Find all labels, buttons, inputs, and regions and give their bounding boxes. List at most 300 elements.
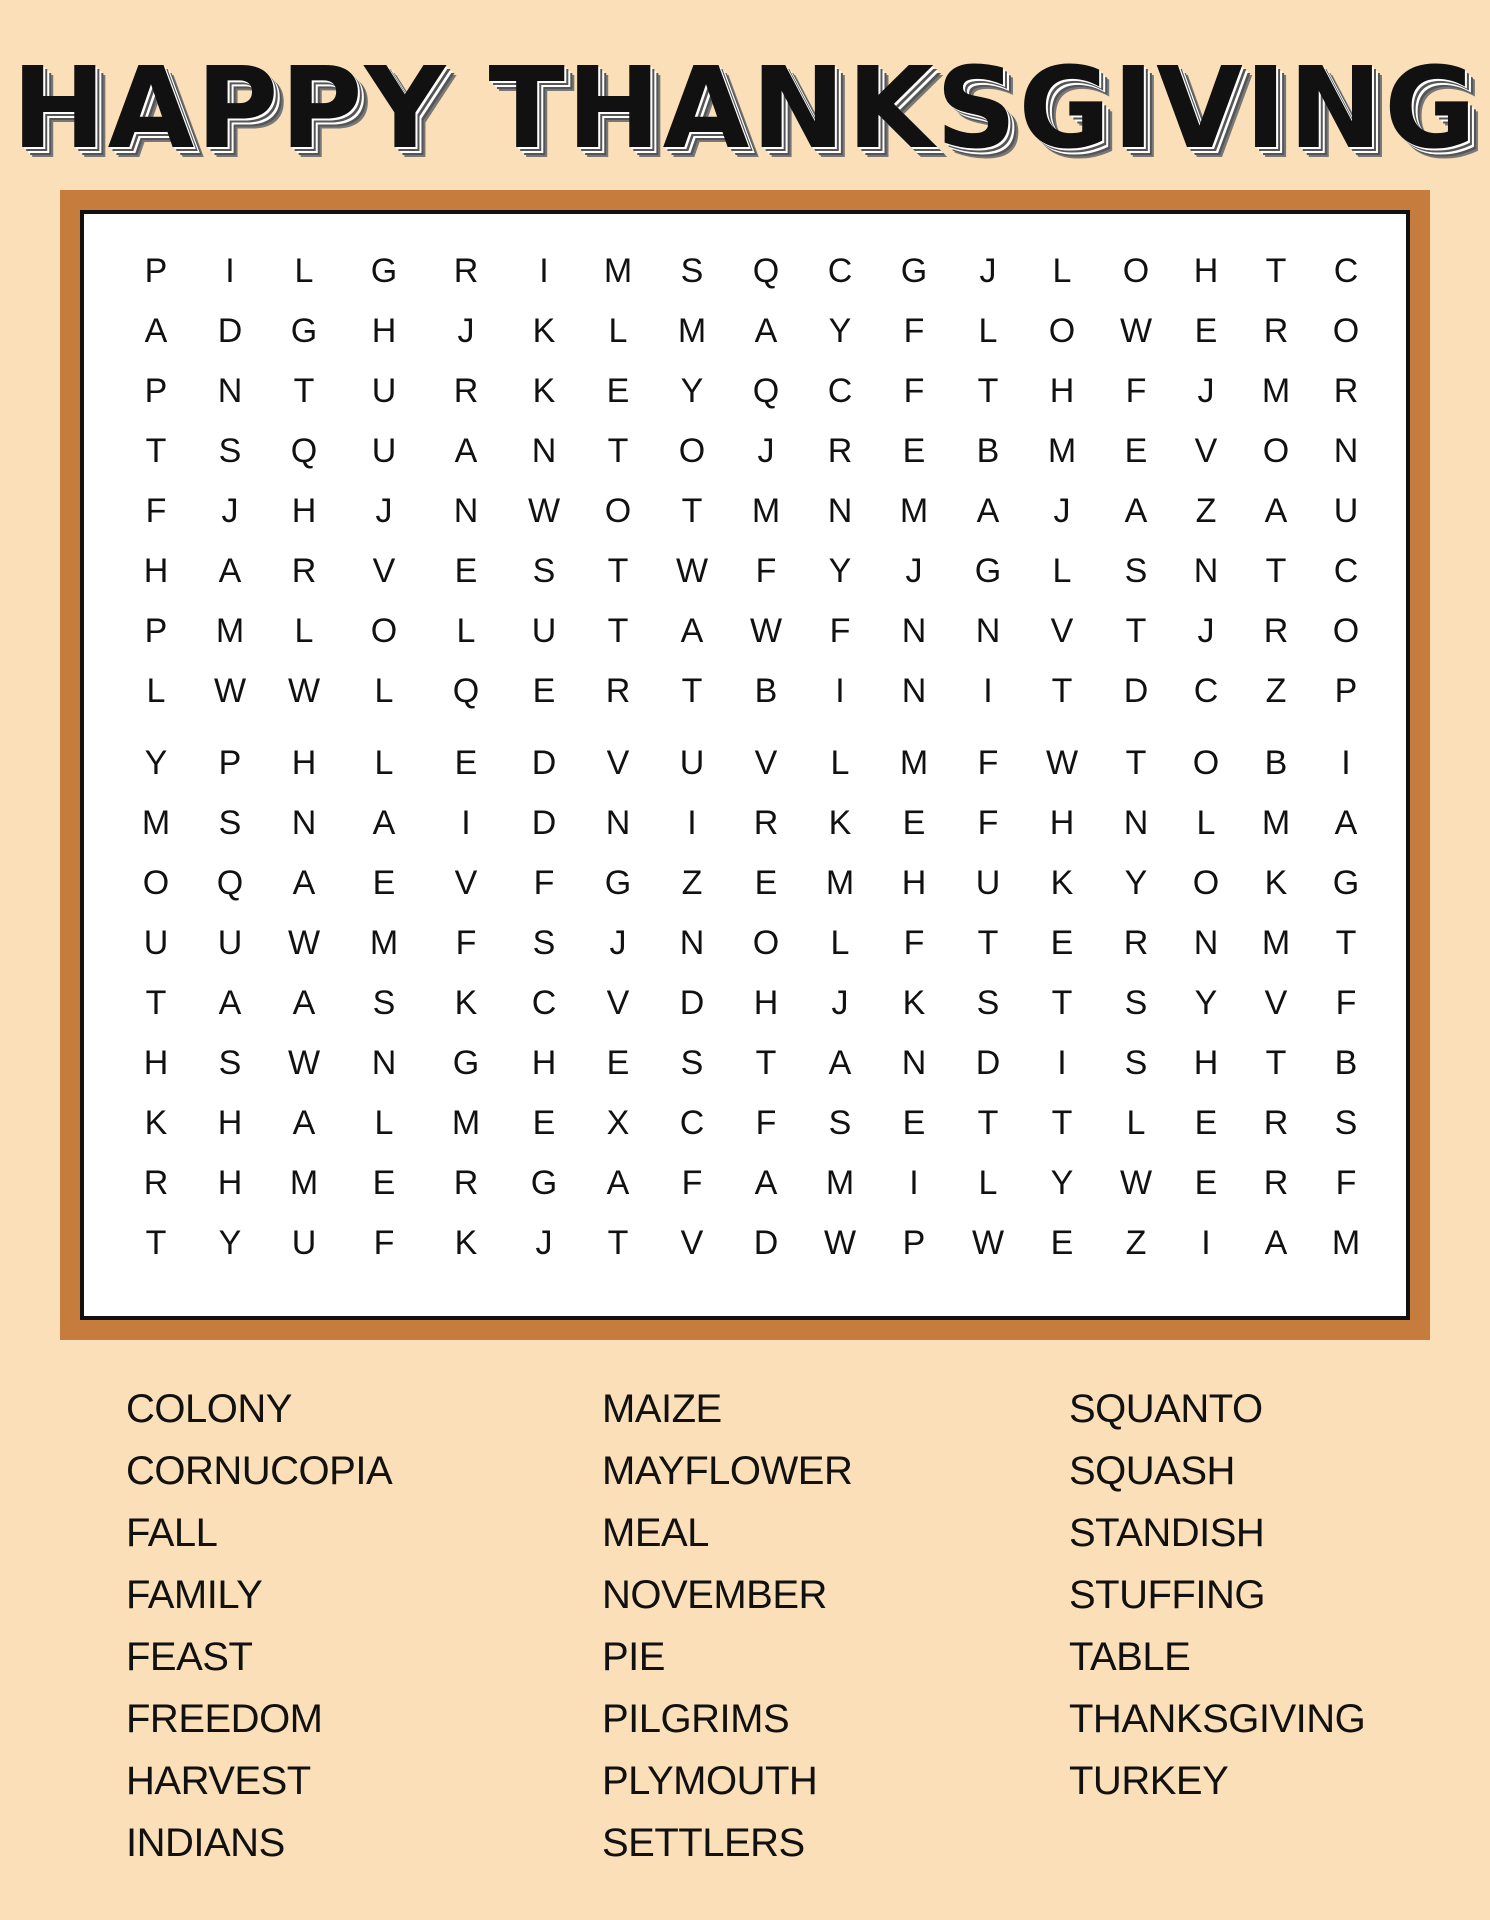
grid-letter[interactable]: C bbox=[1333, 552, 1359, 590]
grid-letter[interactable]: Q bbox=[452, 672, 480, 710]
grid-letter[interactable]: N bbox=[827, 492, 853, 530]
grid-letter[interactable]: S bbox=[532, 924, 556, 962]
grid-letter[interactable]: Q bbox=[752, 252, 780, 290]
grid-letter[interactable]: H bbox=[143, 1044, 169, 1082]
grid-letter[interactable]: C bbox=[827, 252, 853, 290]
grid-letter[interactable]: O bbox=[1122, 252, 1150, 290]
grid-letter[interactable]: W bbox=[749, 612, 783, 650]
grid-letter[interactable]: L bbox=[294, 252, 314, 290]
grid-letter[interactable]: A bbox=[1264, 492, 1288, 530]
grid-letter[interactable]: E bbox=[532, 1104, 556, 1142]
grid-letter[interactable]: A bbox=[1264, 1224, 1288, 1262]
grid-letter[interactable]: W bbox=[1119, 312, 1153, 350]
grid-letter[interactable]: B bbox=[1334, 1044, 1358, 1082]
grid-letter[interactable]: S bbox=[1124, 552, 1148, 590]
grid-letter[interactable]: U bbox=[217, 924, 243, 962]
grid-letter[interactable]: M bbox=[1047, 432, 1077, 470]
grid-letter[interactable]: A bbox=[1334, 804, 1358, 842]
grid-letter[interactable]: K bbox=[532, 372, 556, 410]
grid-letter[interactable]: I bbox=[1201, 1224, 1211, 1262]
grid-letter[interactable]: V bbox=[680, 1224, 704, 1262]
grid-letter[interactable]: K bbox=[454, 1224, 478, 1262]
grid-letter[interactable]: K bbox=[532, 312, 556, 350]
grid-letter[interactable]: M bbox=[899, 744, 929, 782]
grid-letter[interactable]: K bbox=[1050, 864, 1074, 902]
grid-letter[interactable]: N bbox=[531, 432, 557, 470]
word-list-item: STANDISH bbox=[1069, 1511, 1265, 1555]
grid-letter[interactable]: M bbox=[289, 1164, 319, 1202]
grid-letter[interactable]: S bbox=[976, 984, 1000, 1022]
grid-letter[interactable]: S bbox=[1124, 984, 1148, 1022]
grid-letter[interactable]: R bbox=[453, 372, 479, 410]
grid-letter[interactable]: W bbox=[527, 492, 561, 530]
grid-letter[interactable]: E bbox=[372, 864, 396, 902]
grid-letter[interactable]: O bbox=[1332, 612, 1360, 650]
grid-letter[interactable]: V bbox=[372, 552, 396, 590]
grid-letter[interactable]: A bbox=[144, 312, 168, 350]
grid-letter[interactable]: Q bbox=[290, 432, 318, 470]
grid-letter[interactable]: N bbox=[1333, 432, 1359, 470]
grid-letter[interactable]: R bbox=[291, 552, 317, 590]
grid-letter[interactable]: U bbox=[371, 372, 397, 410]
grid-letter[interactable]: F bbox=[145, 492, 167, 530]
grid-letter[interactable]: R bbox=[1263, 612, 1289, 650]
grid-letter[interactable]: Z bbox=[1125, 1224, 1147, 1262]
grid-letter[interactable]: E bbox=[454, 552, 478, 590]
grid-letter[interactable]: F bbox=[1335, 984, 1357, 1022]
word-list-item: CORNUCOPIA bbox=[126, 1449, 393, 1493]
grid-letter[interactable]: C bbox=[827, 372, 853, 410]
grid-letter[interactable]: W bbox=[287, 924, 321, 962]
grid-letter[interactable]: W bbox=[675, 552, 709, 590]
grid-letter[interactable]: M bbox=[751, 492, 781, 530]
grid-letter[interactable]: L bbox=[294, 612, 314, 650]
grid-letter[interactable]: Y bbox=[218, 1224, 242, 1262]
grid-letter[interactable]: L bbox=[1196, 804, 1216, 842]
grid-letter[interactable]: H bbox=[1049, 372, 1075, 410]
grid-letter[interactable]: T bbox=[145, 432, 167, 470]
grid-letter[interactable]: D bbox=[753, 1224, 779, 1262]
grid-letter[interactable]: F bbox=[533, 864, 555, 902]
grid-letter[interactable]: A bbox=[292, 864, 316, 902]
grid-letter[interactable]: K bbox=[144, 1104, 168, 1142]
grid-letter[interactable]: V bbox=[606, 744, 630, 782]
grid-letter[interactable]: A bbox=[680, 612, 704, 650]
grid-letter[interactable]: U bbox=[975, 864, 1001, 902]
grid-letter[interactable]: W bbox=[1045, 744, 1079, 782]
grid-letter[interactable]: T bbox=[145, 984, 167, 1022]
grid-letter[interactable]: T bbox=[977, 924, 999, 962]
grid-letter[interactable]: Z bbox=[1265, 672, 1287, 710]
grid-letter[interactable]: G bbox=[530, 1164, 558, 1202]
grid-letter[interactable]: N bbox=[1193, 924, 1219, 962]
grid-letter[interactable]: I bbox=[983, 672, 993, 710]
grid-letter[interactable]: S bbox=[372, 984, 396, 1022]
grid-letter[interactable]: J bbox=[221, 492, 239, 530]
grid-letter[interactable]: Q bbox=[752, 372, 780, 410]
grid-letter[interactable]: M bbox=[899, 492, 929, 530]
grid-letter[interactable]: J bbox=[375, 492, 393, 530]
grid-letter[interactable]: J bbox=[1197, 372, 1215, 410]
grid-letter[interactable]: T bbox=[293, 372, 315, 410]
grid-letter[interactable]: S bbox=[218, 1044, 242, 1082]
grid-letter[interactable]: P bbox=[144, 372, 168, 410]
grid-letter[interactable]: T bbox=[1125, 744, 1147, 782]
grid-letter[interactable]: R bbox=[605, 672, 631, 710]
grid-letter[interactable]: N bbox=[371, 1044, 397, 1082]
grid-letter[interactable]: H bbox=[371, 312, 397, 350]
grid-letter[interactable]: H bbox=[531, 1044, 557, 1082]
grid-letter[interactable]: A bbox=[828, 1044, 852, 1082]
grid-letter[interactable]: D bbox=[531, 744, 557, 782]
grid-letter[interactable]: E bbox=[532, 672, 556, 710]
grid-letter[interactable]: F bbox=[977, 804, 999, 842]
grid-letter[interactable]: A bbox=[754, 1164, 778, 1202]
grid-letter[interactable]: J bbox=[757, 432, 775, 470]
grid-letter[interactable]: N bbox=[291, 804, 317, 842]
grid-letter[interactable]: G bbox=[370, 252, 398, 290]
grid-letter[interactable]: I bbox=[909, 1164, 919, 1202]
grid-letter[interactable]: L bbox=[374, 1104, 394, 1142]
grid-letter[interactable]: M bbox=[1261, 372, 1291, 410]
grid-letter[interactable]: O bbox=[1048, 312, 1076, 350]
grid-letter[interactable]: J bbox=[979, 252, 997, 290]
grid-letter[interactable]: A bbox=[1124, 492, 1148, 530]
grid-letter[interactable]: H bbox=[1193, 1044, 1219, 1082]
grid-letter[interactable]: T bbox=[607, 432, 629, 470]
grid-letter[interactable]: B bbox=[1264, 744, 1288, 782]
grid-letter[interactable]: E bbox=[1194, 1104, 1218, 1142]
grid-letter[interactable]: C bbox=[1333, 252, 1359, 290]
grid-letter[interactable]: A bbox=[218, 552, 242, 590]
grid-letter[interactable]: W bbox=[287, 1044, 321, 1082]
grid-letter[interactable]: S bbox=[1334, 1104, 1358, 1142]
grid-letter[interactable]: M bbox=[1331, 1224, 1361, 1262]
grid-letter[interactable]: F bbox=[373, 1224, 395, 1262]
grid-letter[interactable]: F bbox=[755, 1104, 777, 1142]
grid-letter[interactable]: T bbox=[977, 1104, 999, 1142]
grid-letter[interactable]: F bbox=[977, 744, 999, 782]
grid-letter[interactable]: A bbox=[606, 1164, 630, 1202]
grid-letter[interactable]: J bbox=[1197, 612, 1215, 650]
grid-letter[interactable]: E bbox=[606, 1044, 630, 1082]
grid-letter[interactable]: D bbox=[975, 1044, 1001, 1082]
grid-letter[interactable]: I bbox=[687, 804, 697, 842]
grid-letter[interactable]: T bbox=[1265, 252, 1287, 290]
grid-letter[interactable]: V bbox=[606, 984, 630, 1022]
grid-letter[interactable]: N bbox=[679, 924, 705, 962]
grid-letter[interactable]: G bbox=[1332, 864, 1360, 902]
grid-letter[interactable]: T bbox=[145, 1224, 167, 1262]
grid-letter[interactable]: A bbox=[454, 432, 478, 470]
grid-letter[interactable]: H bbox=[901, 864, 927, 902]
grid-letter[interactable]: G bbox=[604, 864, 632, 902]
grid-letter[interactable]: O bbox=[1332, 312, 1360, 350]
grid-letter[interactable]: L bbox=[978, 1164, 998, 1202]
grid-letter[interactable]: G bbox=[974, 552, 1002, 590]
grid-letter[interactable]: M bbox=[825, 864, 855, 902]
grid-letter[interactable]: R bbox=[143, 1164, 169, 1202]
grid-letter[interactable]: C bbox=[679, 1104, 705, 1142]
grid-letter[interactable]: T bbox=[1051, 984, 1073, 1022]
grid-letter[interactable]: N bbox=[1123, 804, 1149, 842]
grid-letter[interactable]: E bbox=[372, 1164, 396, 1202]
word-list-item: FREEDOM bbox=[126, 1697, 323, 1741]
grid-letter[interactable]: L bbox=[1052, 252, 1072, 290]
grid-letter[interactable]: N bbox=[453, 492, 479, 530]
grid-letter[interactable]: E bbox=[454, 744, 478, 782]
grid-letter[interactable]: R bbox=[453, 252, 479, 290]
grid-letter[interactable]: V bbox=[454, 864, 478, 902]
grid-letter[interactable]: Y bbox=[828, 552, 852, 590]
grid-letter[interactable]: N bbox=[975, 612, 1001, 650]
grid-letter[interactable]: L bbox=[146, 672, 166, 710]
grid-letter[interactable]: Y bbox=[1194, 984, 1218, 1022]
grid-letter[interactable]: G bbox=[290, 312, 318, 350]
grid-letter[interactable]: V bbox=[1264, 984, 1288, 1022]
grid-letter[interactable]: R bbox=[1123, 924, 1149, 962]
grid-row bbox=[84, 241, 1406, 301]
grid-letter[interactable]: T bbox=[1125, 612, 1147, 650]
grid-letter[interactable]: A bbox=[292, 1104, 316, 1142]
grid-letter[interactable]: M bbox=[141, 804, 171, 842]
grid-letter[interactable]: O bbox=[1262, 432, 1290, 470]
grid-letter[interactable]: C bbox=[531, 984, 557, 1022]
grid-letter[interactable]: E bbox=[754, 864, 778, 902]
grid-letter[interactable]: E bbox=[606, 372, 630, 410]
grid-letter[interactable]: I bbox=[225, 252, 235, 290]
grid-letter[interactable]: H bbox=[291, 492, 317, 530]
grid-letter[interactable]: N bbox=[901, 672, 927, 710]
grid-letter[interactable]: P bbox=[902, 1224, 926, 1262]
grid-letter[interactable]: H bbox=[1049, 804, 1075, 842]
grid-letter[interactable]: A bbox=[372, 804, 396, 842]
grid-letter[interactable]: J bbox=[609, 924, 627, 962]
grid-letter[interactable]: T bbox=[1265, 552, 1287, 590]
grid-letter[interactable]: U bbox=[531, 612, 557, 650]
grid-letter[interactable]: T bbox=[1051, 672, 1073, 710]
grid-row bbox=[84, 481, 1406, 541]
grid-letter[interactable]: P bbox=[218, 744, 242, 782]
grid-letter[interactable]: N bbox=[605, 804, 631, 842]
grid-letter[interactable]: U bbox=[291, 1224, 317, 1262]
grid-letter[interactable]: F bbox=[903, 924, 925, 962]
grid-letter[interactable]: G bbox=[900, 252, 928, 290]
grid-letter[interactable]: U bbox=[1333, 492, 1359, 530]
grid-letter[interactable]: R bbox=[1263, 312, 1289, 350]
grid-letter[interactable]: H bbox=[753, 984, 779, 1022]
grid-letter[interactable]: B bbox=[976, 432, 1000, 470]
grid-letter[interactable]: O bbox=[1192, 744, 1220, 782]
grid-letter[interactable]: N bbox=[217, 372, 243, 410]
grid-letter[interactable]: W bbox=[287, 672, 321, 710]
grid-letter[interactable]: S bbox=[680, 252, 704, 290]
grid-row bbox=[84, 361, 1406, 421]
grid-letter[interactable]: U bbox=[143, 924, 169, 962]
word-list-item: MEAL bbox=[602, 1511, 709, 1555]
grid-letter[interactable]: F bbox=[903, 372, 925, 410]
grid-letter[interactable]: O bbox=[604, 492, 632, 530]
grid-letter[interactable]: E bbox=[1194, 312, 1218, 350]
grid-letter[interactable]: R bbox=[827, 432, 853, 470]
grid-letter[interactable]: Y bbox=[144, 744, 168, 782]
word-list-item: PLYMOUTH bbox=[602, 1759, 818, 1803]
grid-letter[interactable]: T bbox=[1335, 924, 1357, 962]
grid-letter[interactable]: D bbox=[531, 804, 557, 842]
grid-letter[interactable]: O bbox=[370, 612, 398, 650]
grid-letter[interactable]: M bbox=[1261, 804, 1291, 842]
grid-letter[interactable]: W bbox=[1119, 1164, 1153, 1202]
grid-letter[interactable]: Y bbox=[828, 312, 852, 350]
grid-letter[interactable]: Y bbox=[1050, 1164, 1074, 1202]
grid-letter[interactable]: M bbox=[1261, 924, 1291, 962]
grid-letter[interactable]: M bbox=[825, 1164, 855, 1202]
grid-letter[interactable]: S bbox=[828, 1104, 852, 1142]
grid-letter[interactable]: I bbox=[461, 804, 471, 842]
grid-letter[interactable]: W bbox=[213, 672, 247, 710]
grid-letter[interactable]: E bbox=[902, 1104, 926, 1142]
grid-letter[interactable]: V bbox=[754, 744, 778, 782]
grid-letter[interactable]: S bbox=[532, 552, 556, 590]
grid-letter[interactable]: T bbox=[681, 492, 703, 530]
grid-letter[interactable]: T bbox=[607, 612, 629, 650]
grid-letter[interactable]: I bbox=[835, 672, 845, 710]
grid-letter[interactable]: N bbox=[1193, 552, 1219, 590]
grid-row bbox=[84, 1033, 1406, 1093]
grid-letter[interactable]: E bbox=[1050, 924, 1074, 962]
grid-letter[interactable]: L bbox=[830, 744, 850, 782]
grid-letter[interactable]: M bbox=[215, 612, 245, 650]
grid-letter[interactable]: R bbox=[453, 1164, 479, 1202]
grid-letter[interactable]: T bbox=[977, 372, 999, 410]
grid-letter[interactable]: Q bbox=[216, 864, 244, 902]
grid-letter[interactable]: S bbox=[680, 1044, 704, 1082]
grid-letter[interactable]: E bbox=[902, 432, 926, 470]
grid-letter[interactable]: T bbox=[681, 672, 703, 710]
grid-row bbox=[84, 853, 1406, 913]
grid-letter[interactable]: M bbox=[603, 252, 633, 290]
grid-letter[interactable]: V bbox=[1050, 612, 1074, 650]
grid-letter[interactable]: F bbox=[681, 1164, 703, 1202]
grid-letter[interactable]: R bbox=[1263, 1164, 1289, 1202]
grid-letter[interactable]: L bbox=[1052, 552, 1072, 590]
grid-letter[interactable]: F bbox=[455, 924, 477, 962]
grid-letter[interactable]: J bbox=[535, 1224, 553, 1262]
grid-letter[interactable]: L bbox=[830, 924, 850, 962]
grid-letter[interactable]: K bbox=[1264, 864, 1288, 902]
grid-letter[interactable]: O bbox=[142, 864, 170, 902]
grid-letter[interactable]: N bbox=[901, 1044, 927, 1082]
grid-letter[interactable]: J bbox=[831, 984, 849, 1022]
grid-letter[interactable]: P bbox=[1334, 672, 1358, 710]
grid-letter[interactable]: K bbox=[902, 984, 926, 1022]
grid-letter[interactable]: A bbox=[754, 312, 778, 350]
grid-letter[interactable]: W bbox=[823, 1224, 857, 1262]
grid-letter[interactable]: E bbox=[1050, 1224, 1074, 1262]
grid-letter[interactable]: I bbox=[539, 252, 549, 290]
grid-letter[interactable]: F bbox=[1335, 1164, 1357, 1202]
grid-letter[interactable]: V bbox=[1194, 432, 1218, 470]
grid-letter[interactable]: L bbox=[374, 744, 394, 782]
grid-letter[interactable]: P bbox=[144, 252, 168, 290]
grid-letter[interactable]: F bbox=[829, 612, 851, 650]
grid-letter[interactable]: L bbox=[608, 312, 628, 350]
grid-letter[interactable]: S bbox=[218, 804, 242, 842]
grid-letter[interactable]: M bbox=[451, 1104, 481, 1142]
grid-letter[interactable]: U bbox=[679, 744, 705, 782]
grid-letter[interactable]: L bbox=[456, 612, 476, 650]
grid-letter[interactable]: K bbox=[454, 984, 478, 1022]
grid-letter[interactable]: E bbox=[1124, 432, 1148, 470]
grid-letter[interactable]: D bbox=[679, 984, 705, 1022]
grid-letter[interactable]: D bbox=[217, 312, 243, 350]
grid-letter[interactable]: H bbox=[291, 744, 317, 782]
grid-letter[interactable]: S bbox=[218, 432, 242, 470]
grid-letter[interactable]: D bbox=[1123, 672, 1149, 710]
grid-letter[interactable]: J bbox=[905, 552, 923, 590]
grid-letter[interactable]: H bbox=[217, 1104, 243, 1142]
grid-letter[interactable]: A bbox=[976, 492, 1000, 530]
grid-letter[interactable]: T bbox=[607, 1224, 629, 1262]
grid-letter[interactable]: S bbox=[1124, 1044, 1148, 1082]
grid-letter[interactable]: R bbox=[1263, 1104, 1289, 1142]
grid-letter[interactable]: L bbox=[978, 312, 998, 350]
grid-letter[interactable]: J bbox=[457, 312, 475, 350]
grid-letter[interactable]: T bbox=[755, 1044, 777, 1082]
grid-letter[interactable]: F bbox=[903, 312, 925, 350]
grid-letter[interactable]: X bbox=[606, 1104, 630, 1142]
grid-letter[interactable]: C bbox=[1193, 672, 1219, 710]
grid-letter[interactable]: O bbox=[752, 924, 780, 962]
grid-letter[interactable]: I bbox=[1057, 1044, 1067, 1082]
grid-letter[interactable]: E bbox=[902, 804, 926, 842]
grid-letter[interactable]: H bbox=[1193, 252, 1219, 290]
grid-letter[interactable]: T bbox=[607, 552, 629, 590]
grid-letter[interactable]: Z bbox=[681, 864, 703, 902]
grid-letter[interactable]: T bbox=[1051, 1104, 1073, 1142]
grid-letter[interactable]: R bbox=[753, 804, 779, 842]
grid-letter[interactable]: B bbox=[754, 672, 778, 710]
grid-letter[interactable]: M bbox=[677, 312, 707, 350]
grid-letter[interactable]: O bbox=[678, 432, 706, 470]
grid-letter[interactable]: A bbox=[292, 984, 316, 1022]
grid-letter[interactable]: O bbox=[1192, 864, 1220, 902]
grid-letter[interactable]: G bbox=[452, 1044, 480, 1082]
grid-letter[interactable]: P bbox=[144, 612, 168, 650]
grid-letter[interactable]: F bbox=[755, 552, 777, 590]
grid-letter[interactable]: J bbox=[1053, 492, 1071, 530]
grid-letter[interactable]: W bbox=[971, 1224, 1005, 1262]
grid-letter[interactable]: U bbox=[371, 432, 397, 470]
grid-letter[interactable]: Y bbox=[680, 372, 704, 410]
grid-letter[interactable]: E bbox=[1194, 1164, 1218, 1202]
grid-letter[interactable]: Z bbox=[1195, 492, 1217, 530]
grid-letter[interactable]: T bbox=[1265, 1044, 1287, 1082]
grid-letter[interactable]: L bbox=[374, 672, 394, 710]
grid-letter[interactable]: M bbox=[369, 924, 399, 962]
grid-letter[interactable]: H bbox=[143, 552, 169, 590]
grid-letter[interactable]: K bbox=[828, 804, 852, 842]
grid-letter[interactable]: N bbox=[901, 612, 927, 650]
grid-letter[interactable]: H bbox=[217, 1164, 243, 1202]
grid-letter[interactable]: L bbox=[1126, 1104, 1146, 1142]
grid-letter[interactable]: I bbox=[1341, 744, 1351, 782]
grid-letter[interactable]: Y bbox=[1124, 864, 1148, 902]
grid-letter[interactable]: F bbox=[1125, 372, 1147, 410]
grid-letter[interactable]: A bbox=[218, 984, 242, 1022]
word-list-item: MAIZE bbox=[602, 1387, 722, 1431]
grid-letter[interactable]: R bbox=[1333, 372, 1359, 410]
